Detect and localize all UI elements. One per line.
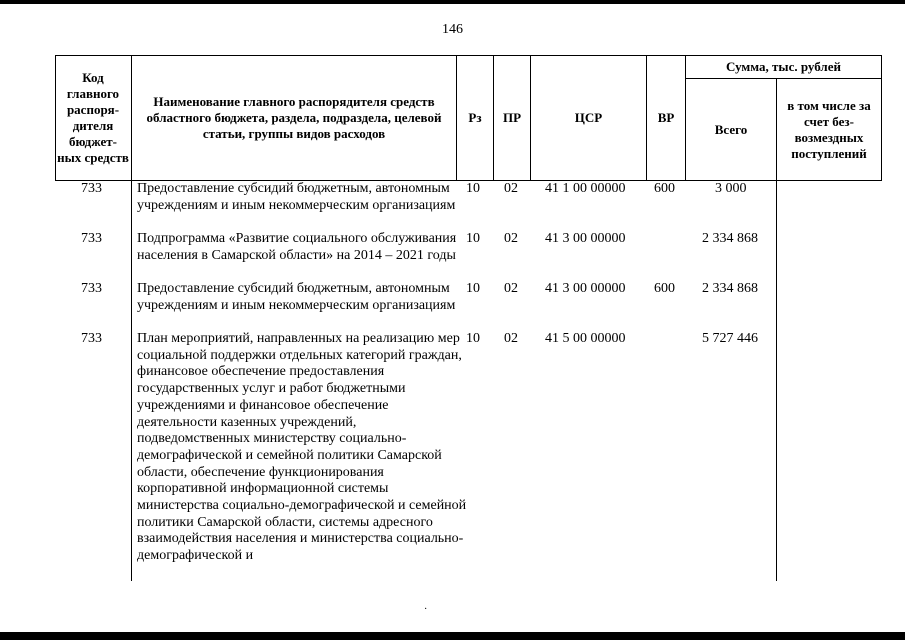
cell-code: 733 bbox=[81, 231, 102, 246]
header-sum: Сумма, тыс. рублей bbox=[726, 59, 841, 74]
cell-pr: 02 bbox=[504, 181, 518, 196]
cell-name: Предоставление субсидий бюджетным, автономным учреждениям и иным некоммерческим организациям bbox=[137, 281, 456, 313]
header-name: Наименование главного распорядителя средств областного бюджета, раздела, подраздела, целевой статьи, группы видов расходов bbox=[146, 94, 442, 141]
cell-name: Предоставление субсидий бюджетным, автономным учреждениям и иным некоммерческим организациям bbox=[137, 181, 456, 213]
header-rz: Рз bbox=[468, 110, 482, 125]
cell-pr: 02 bbox=[504, 331, 518, 346]
scan-speck: · bbox=[424, 604, 428, 615]
cell-total: 2 334 868 bbox=[702, 231, 758, 246]
cell-rz: 10 bbox=[466, 231, 480, 246]
header-free: в том числе за счет без-возмездных поступлений bbox=[787, 97, 871, 161]
cell-rz: 10 bbox=[466, 281, 480, 296]
cell-csr: 41 5 00 00000 bbox=[545, 331, 626, 346]
cell-vr: 600 bbox=[654, 181, 675, 196]
bottom-border bbox=[0, 632, 905, 640]
page-number: 146 bbox=[442, 22, 463, 37]
cell-code: 733 bbox=[81, 281, 102, 296]
header-csr: ЦСР bbox=[574, 110, 603, 125]
cell-total: 5 727 446 bbox=[702, 331, 758, 346]
cell-csr: 41 3 00 00000 bbox=[545, 231, 626, 246]
cell-csr: 41 3 00 00000 bbox=[545, 281, 626, 296]
cell-csr: 41 1 00 00000 bbox=[545, 181, 626, 196]
header-pr: ПР bbox=[502, 110, 522, 125]
cell-rz: 10 bbox=[466, 331, 480, 346]
cell-code: 733 bbox=[81, 181, 102, 196]
cell-vr: 600 bbox=[654, 281, 675, 296]
cell-pr: 02 bbox=[504, 231, 518, 246]
header-code: Код главного распоря-дителя бюджет-ных средств bbox=[57, 70, 129, 165]
cell-pr: 02 bbox=[504, 281, 518, 296]
cell-name: План мероприятий, направленных на реализацию мер социальной поддержки отдельных категорий граждан, финансовое обеспечение предоставления государственных услуг и работ бюджетными учреждениями и финансовое обеспечение деятельности казенных учреждений, подведомственных министерству социально-демографической и семейной политики Самарской области, обеспечение функционирования корпоративной информационной системы министерства социально-демографической и семейной политики Самарской области, системы адресного взаимодействия населения и министерства социально-демографической и bbox=[137, 331, 467, 564]
cell-rz: 10 bbox=[466, 181, 480, 196]
top-border bbox=[0, 0, 905, 4]
cell-total: 3 000 bbox=[715, 181, 747, 196]
header-total: Всего bbox=[714, 121, 748, 137]
header-vr: ВР bbox=[657, 110, 675, 125]
cell-code: 733 bbox=[81, 331, 102, 346]
cell-total: 2 334 868 bbox=[702, 281, 758, 296]
cell-name: Подпрограмма «Развитие социального обслуживания населения в Самарской области» на 2014 – 2021 годы bbox=[137, 231, 457, 263]
